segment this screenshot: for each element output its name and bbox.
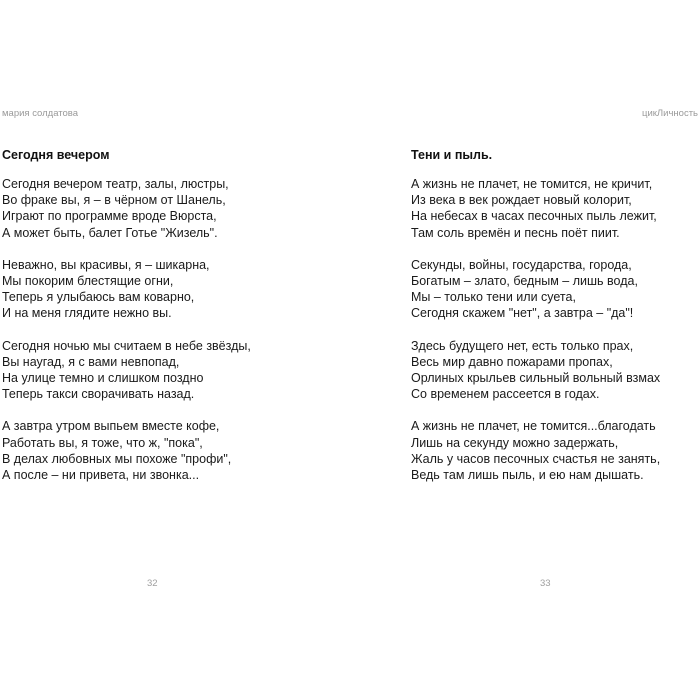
poem-line: Сегодня вечером театр, залы, люстры, [2,177,229,191]
poem-line: Из века в век рождает новый колорит, [411,193,632,208]
poem-line: Работать вы, я тоже, что ж, "пока", [2,435,203,450]
poem-line: Здесь будущего нет, есть только прах, [411,338,634,353]
page-number: 32 [147,578,158,589]
stanza [2,418,251,483]
poem-line: Со временем рассеется в годах. [411,387,600,402]
running-head-section: цикЛичность [642,108,698,119]
right-page [350,0,700,700]
stanza [411,176,660,241]
poem-line: Сегодня ночью мы считаем в небе звёзды, [2,338,251,353]
poem-line: Теперь я улыбаюсь вам коварно, [2,290,195,305]
stanza [2,176,251,241]
poem-line: В делах любовных мы похоже "профи", [2,451,232,466]
running-head-author: мария солдатова [2,108,79,119]
poem-title: Тени и пыль. [411,148,493,162]
poem-line: Играют по программе вроде Вюрста, [2,209,217,224]
stanza [411,338,660,403]
poem-line: Во фраке вы, я – в чёрном от Шанель, [2,193,226,208]
poem-line: Там соль времён и песнь поёт пиит. [411,225,620,240]
poem-body [2,176,251,499]
poem-line: Богатым – злато, бедным – лишь вода, [411,274,638,289]
poem-title: Сегодня вечером [2,148,110,162]
poem-line: А завтра утром выпьем вместе кофе, [2,419,220,434]
poem-line: Мы – только тени или суета, [411,290,576,305]
poem-line: Неважно, вы красивы, я – шикарна, [2,257,210,272]
poem-line: А после – ни привета, ни звонка... [2,468,200,483]
stanza [411,257,660,322]
poem-body [411,176,660,499]
poem-line: Жаль у часов песочных счастья не занять, [411,451,661,466]
poem-line: Теперь такси сворачивать назад. [2,387,195,402]
poem-line: Орлиных крыльев сильный вольный взмах [411,371,661,386]
stanza [2,338,251,403]
page-number: 33 [540,578,551,589]
poem-line: А может быть, балет Готье "Жизель". [2,225,218,240]
poem-line: Секунды, войны, государства, города, [411,257,632,272]
poem-line: На небесах в часах песочных пыль лежит, [411,209,657,224]
stanza [2,257,251,322]
poem-line: Вы наугад, я с вами невпопад, [2,354,180,369]
poem-line: И на меня глядите нежно вы. [2,306,172,321]
poem-line: На улице темно и слишком поздно [2,371,204,386]
poem-line: Ведь там лишь пыль, и ею нам дышать. [411,468,644,483]
poem-line: Сегодня скажем "нет", а завтра – "да"! [411,306,634,321]
poem-line: А жизнь не плачет, не томится...благодать [411,419,656,434]
poem-line: А жизнь не плачет, не томится, не кричит, [411,177,653,191]
poem-line: Весь мир давно пожарами пропах, [411,354,613,369]
poem-line: Мы покорим блестящие огни, [2,274,174,289]
poem-line: Лишь на секунду можно задержать, [411,435,619,450]
stanza [411,418,660,483]
